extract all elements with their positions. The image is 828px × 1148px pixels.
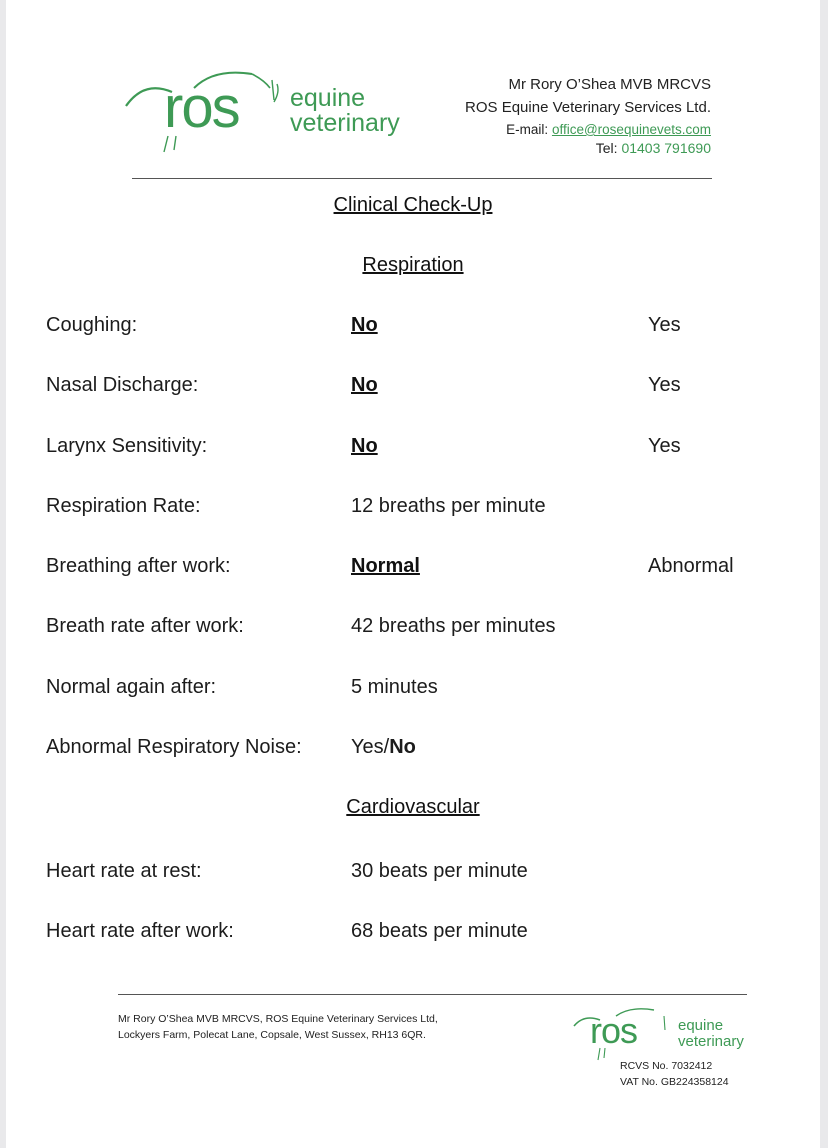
breathing-after-work-row [46,555,806,585]
vet-name: Mr Rory O’Shea MVB MRCVS [508,76,711,93]
tel-number: 01403 791690 [621,140,711,156]
respiratory-noise-row [46,736,806,766]
header-contact [406,76,711,162]
email-link[interactable]: office@rosequinevets.com [551,122,711,137]
vat-number: VAT No. GB224358124 [620,1076,729,1088]
coughing-label: Coughing: [46,314,138,336]
email-line [506,122,711,137]
coughing-no-selected: No [351,314,378,336]
document-title: Clinical Check-Up [333,194,493,216]
heart-rate-rest-row [46,860,806,890]
tel-label: Tel: [595,140,618,156]
breathing-normal-selected: Normal [351,555,420,577]
heart-rate-rest-label: Heart rate at rest: [46,860,202,882]
nasal-discharge-row [46,374,806,404]
breath-rate-after-work-row [46,615,806,645]
nasal-discharge-label: Nasal Discharge: [46,374,199,396]
coughing-yes: Yes [648,314,681,336]
respiration-rate-label: Respiration Rate: [46,495,201,517]
breath-rate-after-work-label: Breath rate after work: [46,615,244,637]
company-name: ROS Equine Veterinary Services Ltd. [465,99,711,116]
footer-address-line1: Mr Rory O’Shea MVB MRCVS, ROS Equine Veterinary Services Ltd, [118,1013,438,1025]
footer-logo [572,1004,752,1062]
logo-line1: equine [290,84,366,112]
email-label: E-mail: [506,122,549,137]
normal-again-row [46,676,806,706]
respiratory-noise-label: Abnormal Respiratory Noise: [46,736,302,758]
nasal-discharge-no-selected: No [351,374,378,396]
respiratory-noise-yes: Yes/ [351,736,390,758]
breathing-abnormal: Abnormal [648,555,734,577]
footer-divider [118,994,747,995]
larynx-sensitivity-no-selected: No [351,435,378,457]
respiration-rate-value: 12 breaths per minute [351,495,546,517]
footer-address-line2: Lockyers Farm, Polecat Lane, Copsale, West Sussex, RH13 6QR. [118,1029,426,1041]
header-logo [124,66,404,158]
logo-mark: ros [164,75,239,140]
footer-logo-line2: veterinary [678,1033,744,1050]
respiratory-noise-options [351,736,416,759]
document-page [6,0,820,1148]
normal-again-value: 5 minutes [351,676,438,698]
nasal-discharge-yes: Yes [648,374,681,396]
heart-rate-after-work-row [46,920,806,950]
heart-rate-after-work-value: 68 beats per minute [351,920,528,942]
footer-logo-mark: ros [590,1010,638,1051]
respiratory-noise-no-selected: No [389,736,416,758]
logo-line2: veterinary [290,109,400,137]
breathing-after-work-label: Breathing after work: [46,555,231,577]
larynx-sensitivity-yes: Yes [648,435,681,457]
coughing-row [46,314,806,344]
header-divider [132,178,712,179]
tel-line [596,140,711,156]
footer-logo-line1: equine [678,1017,724,1034]
larynx-sensitivity-row [46,435,806,465]
heart-rate-rest-value: 30 beats per minute [351,860,528,882]
heart-rate-after-work-label: Heart rate after work: [46,920,234,942]
cardiovascular-heading: Cardiovascular [346,796,480,818]
larynx-sensitivity-label: Larynx Sensitivity: [46,435,208,457]
breath-rate-after-work-value: 42 breaths per minutes [351,615,556,637]
respiration-heading: Respiration [362,254,464,276]
respiration-rate-row [46,495,806,525]
rcvs-number: RCVS No. 7032412 [620,1060,713,1072]
normal-again-label: Normal again after: [46,676,217,698]
